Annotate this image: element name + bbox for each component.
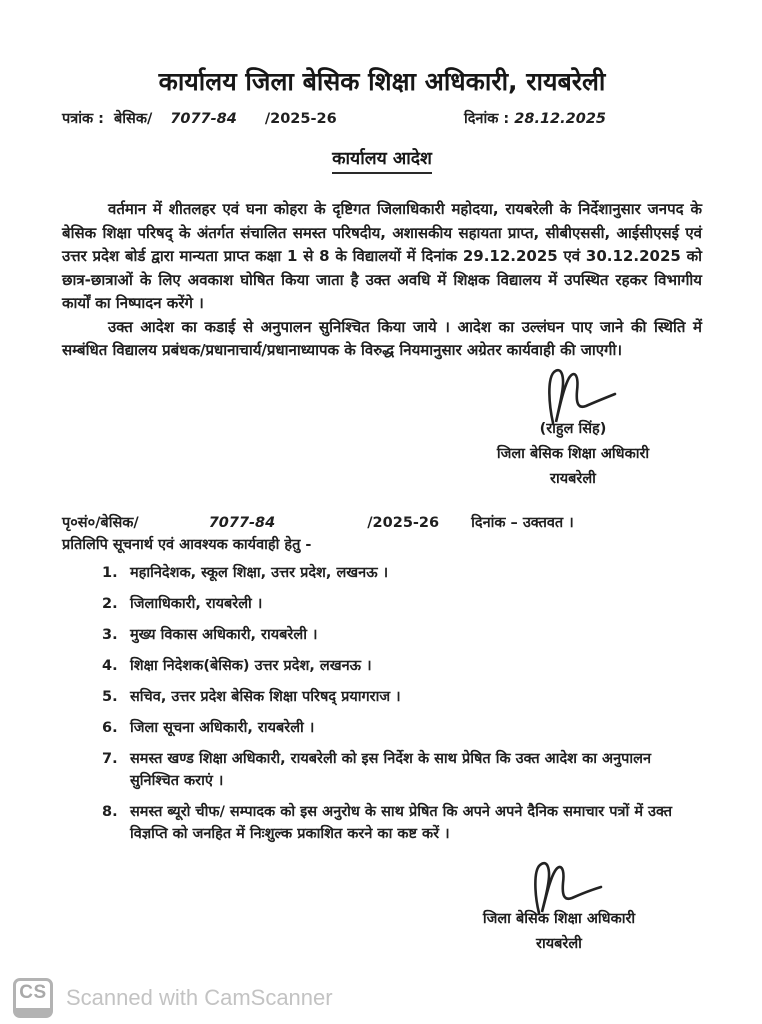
ref2-date: दिनांक – उक्तवत । xyxy=(471,514,574,531)
order-paragraph-2: उक्त आदेश का कडाई से अनुपालन सुनिश्चित किया जाये । आदेश का उल्लंघन पाए जाने की स्थिति में सम्बंधित विद्यालय प्रबंधक/प्रधानाचार्य/प्रधानाध्यापक के विरुद्ध नियमानुसार अग्रेतर कार्यवाही की जाएगी। xyxy=(62,317,702,359)
list-item: 1. महानिदेशक, स्कूल शिक्षा, उत्तर प्रदेश, लखनऊ । xyxy=(102,564,389,581)
signature-block-bottom xyxy=(444,859,674,957)
signatory-place: रायबरेली xyxy=(550,470,596,487)
ref-prefix: बेसिक/ xyxy=(113,111,153,127)
office-title: कार्यालय जिला बेसिक शिक्षा अधिकारी, रायबरेली xyxy=(158,67,606,96)
list-item: 4. शिक्षा निदेशक(बेसिक) उत्तर प्रदेश, लखनऊ । xyxy=(102,657,372,674)
camscanner-label: Scanned with CamScanner xyxy=(66,985,333,1010)
camscanner-logo-icon: CS xyxy=(13,978,53,1018)
list-item: 3. मुख्य विकास अधिकारी, रायबरेली । xyxy=(102,626,318,643)
list-item: 8. समस्त ब्यूरो चीफ/ सम्पादक को इस अनुरोध के साथ प्रेषित कि अपने अपने दैनिक समाचार पत्रों में उक्त विज्ञप्ति को जनहित में निःशुल्क प्रकाशित करने का कष्ट करें । xyxy=(102,803,673,842)
list-item: 2. जिलाधिकारी, रायबरेली । xyxy=(102,595,263,612)
ref-number: 7077-84 xyxy=(170,111,237,127)
ref-suffix: /2025-26 xyxy=(264,111,337,127)
ref2-number: 7077-84 xyxy=(208,514,276,531)
ref-label: पत्रांक : xyxy=(62,111,104,127)
list-item: 6. जिला सूचना अधिकारी, रायबरेली । xyxy=(102,719,315,736)
list-item: 5. सचिव, उत्तर प्रदेश बेसिक शिक्षा परिषद् प्रयागराज । xyxy=(102,688,401,705)
copy-recipient-list xyxy=(62,562,702,845)
reference-line-2 xyxy=(62,512,702,532)
signature-block-top xyxy=(458,365,688,492)
signatory-designation: जिला बेसिक शिक्षा अधिकारी xyxy=(482,910,636,927)
signatory-place: रायबरेली xyxy=(536,935,582,952)
reference-line xyxy=(62,108,702,128)
order-heading: कार्यालय आदेश xyxy=(332,146,432,174)
copy-section-heading: प्रतिलिपि सूचनार्थ एवं आवश्यक कार्यवाही हेतु - xyxy=(62,536,312,553)
signatory-name: (राहुल सिंह) xyxy=(539,420,607,437)
date-label: दिनांक : xyxy=(463,111,510,127)
signatory-designation: जिला बेसिक शिक्षा अधिकारी xyxy=(496,445,650,462)
ref2-suffix: /2025-26 xyxy=(367,514,440,531)
date-value: 28.12.2025 xyxy=(514,111,606,127)
ref2-label: पृ०सं०/बेसिक/ xyxy=(62,514,139,531)
camscanner-watermark xyxy=(13,978,333,1018)
order-paragraph-1: वर्तमान में शीतलहर एवं घना कोहरा के दृष्टिगत जिलाधिकारी महोदया, रायबरेली के निर्देशानुसार जनपद के बेसिक शिक्षा परिषद् के अंतर्गत संचालित समस्त परिषदीय, अशासकीय सहायता प्राप्त, सीबीएससी, आईसीएसई एवं उत्तर प्रदेश बोर्ड द्वारा मान्यता प्राप्त कक्षा 1 से 8 के विद्यालयों में दिनांक 29.12.2025 एवं 30.12.2025 को छात्र-छात्राओं के लिए अवकाश घोषित किया जाता है उक्त अवधि में शिक्षक विद्यालय में उपस्थित रहकर विभागीय कार्यों का निष्पादन करेंगे । xyxy=(62,200,702,312)
list-item: 7. समस्त खण्ड शिक्षा अधिकारी, रायबरेली को इस निर्देश के साथ प्रेषित कि उक्त आदेश का अनुपालन सुनिश्चित कराएं । xyxy=(102,750,652,789)
